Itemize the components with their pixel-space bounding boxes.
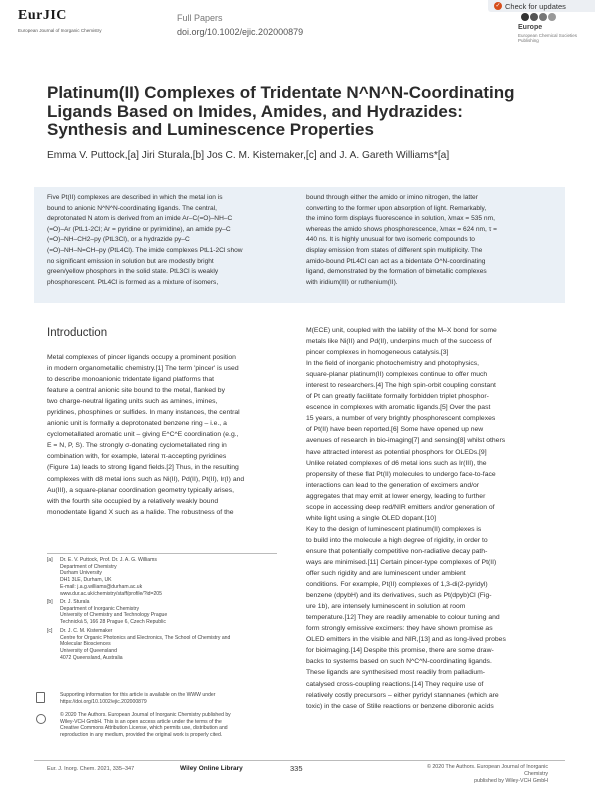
footer-citation: Eur. J. Inorg. Chem. 2021, 335–347 (47, 766, 135, 772)
section-label: Full Papers (177, 13, 223, 23)
author-list: Emma V. Puttock,[a] Jiri Sturala,[b] Jos C. M. Kistemaker,[c] and J. A. Gareth Williams*[a] (47, 150, 450, 161)
doi-link[interactable]: doi.org/10.1002/ejic.202000879 (177, 27, 304, 37)
introduction-heading: Introduction (47, 327, 108, 339)
wiley-online-library-logo[interactable]: Wiley Online Library (180, 765, 243, 772)
title-line-2: Ligands Based on Imides, Amides, and Hydrazides: (47, 101, 463, 121)
publisher-name: Europe (518, 24, 543, 31)
footnote-divider (47, 553, 277, 554)
supporting-info-note[interactable]: Supporting information for this article is available on the WWW under https://doi.org/10.1002/ejic.202000879 (60, 692, 216, 705)
title-line-3: Synthesis and Luminescence Properties (47, 120, 374, 139)
journal-name: European Journal of Inorganic Chemistry (18, 28, 102, 33)
footer-divider (34, 760, 565, 761)
publisher-subtitle: European Chemical Societies Publishing (518, 33, 578, 43)
license-note: © 2020 The Authors. European Journal of Inorganic Chemistry published by Wiley-VCH GmbH. This is an open access article under the terms of the Creative Commons Attribution License, which permits use, distribution and reproduction in any medium, provided the original work is properly cited. (60, 712, 231, 739)
intro-left-column: Metal complexes of pincer ligands occupy a prominent position in modern organometallic chemistry.[1] The term 'pincer' is used to describe monoanionic tridentate ligand platforms that feature a central anionic site bound to the metal, flanked by two charge-neutral ligating units such as amines, imines, pyridines, phosphines or sulfides. In many instances, the central anionic unit is formally a deprotonated benzene ring – i.e., a cyclometallated aromatic unit – giving E^C^E coordination (e.g., E = N, P, S). The strongly σ-donating cyclometallated ring in combination with, for example, lateral π-accepting pyridines (Figure 1a) leads to strong ligand fields.[2] Thus, in the resulting complexes with d8 metal ions such as Ni(II), Pd(II), Pt(II), Ir(I) and Au(III), a square-planar coordination geometry typically arises, with the fourth site occupied by a relatively weakly bound monodentate ligand X such as a halide. The robustness of the (47, 354, 245, 516)
check-updates-label: Check for updates (505, 1, 566, 11)
affiliation-c: Dr. J. C. M. Kistemaker Centre for Organic Photonics and Electronics, The School of Chemistry and Molecular Biosciences University of Queensland 4072 Queensland, Australia (60, 628, 231, 661)
affiliation-b: Dr. J. Sturala Department of Inorganic Chemistry University of Chemistry and Technology Prague Technická 5, 166 28 Prague 6, Czech Republic (60, 599, 168, 626)
affiliation-label-c: [c] (47, 628, 53, 634)
footer-copyright: © 2020 The Authors. European Journal of Inorganic Chemistry published by Wiley-VCH GmbH (426, 764, 548, 784)
affiliation-label-b: [b] (47, 599, 53, 605)
affiliation-label-a: [a] (47, 557, 53, 563)
affiliation-a: Dr. E. V. Puttock, Prof. Dr. J. A. G. Williams Department of Chemistry Durham University DH1 3LE, Durham, UK E-mail: j.a.g.williams@durham.ac.uk www.dur.ac.uk/chemistry/staff/profile/?id=205 (60, 557, 162, 597)
article-title (47, 84, 567, 140)
open-access-icon (36, 714, 46, 724)
journal-logo: EurJIC (18, 8, 67, 23)
check-icon: ✓ (495, 3, 501, 9)
title-line-1: Platinum(II) Complexes of Tridentate N^N^N-Coordinating (47, 83, 515, 102)
intro-right-column: M(ECE) unit, coupled with the lability of the M–X bond for some metals like Ni(II) and Pd(II), underpins much of the success of pincer complexes in homogeneous catalysis.[3] In the field of inorganic photochemistry and photophysics, square-planar platinum(II) complexes continue to offer much interest to researchers.[4] The high spin-orbit coupling constant of Pt can greatly facilitate formally forbidden triplet phosphor- escence in complexes with aromatic ligands.[5] Over the past 15 years, a number of very brightly phosphorescent complexes of Pt(II) have been reported.[6] Some have opened up new avenues of research in bio-imaging[7] and sensing[8] whilst others have attracted interest as potential phosphors for OLEDs.[9] Unlike related complexes of d6 metal ions such as Ir(III), the propensity of these flat Pt(II) molecules to undergo face-to-face interactions can lead to the generation of excimers and/or aggregates that may emit at lower energy, leading to further scope in accessing deep red/NIR emitters and/or generation of white light using a single OLED dopant.[10] Key to the design of luminescent platinum(II) complexes is to build into the molecule a high degree of rigidity, in order to ensure that potentially competitive non-radiative decay path- ways are minimised.[11] Certain pincer-type complexes of Pt(II) offer such rigidity and are luminescent under ambient conditions. For example, Pt(II) complexes of 1,3-di(2-pyridyl) benzene (dpybH) and its derivatives, such as Pt(dpyb)Cl (Fig- ure 1b), are intensely luminescent in solution at room temperature.[12] They are readily amenable to colour tuning and form strongly emissive excimers: they have shown promise as OLED emitters in the visible and NIR,[13] and as long-lived probes for bioimaging.[14] Despite this promise, there are some draw- backs to systems based on such N^C^N-coordinating ligands. These ligands are synthesised most readily from palladium- catalysed cross-coupling reactions.[14] They require use of relatively costly precursors – either pyridyl stannanes (which are toxic) in the case of Stille reactions or benzene diboronic acids (306, 327, 506, 710)
page-number: 335 (290, 764, 303, 773)
abstract-left-column: Five Pt(II) complexes are described in which the metal ion is bound to anionic N^N^N-coordinating ligands. The central, deprotonated N atom is derived from an imide Ar–C(=O)–NH–C (=O)–Ar (PtL1-2Cl; Ar = pyridine or pyrimidine), an amide py–C (=O)–NH–CH2–py (PtL3Cl), or a hydrazide py–C (=O)–NH–N=CH–py (PtL4Cl). The imide complexes PtL1-2Cl show no significant emission in solution but are modestly bright green/yellow phosphors in the solid state. PtL3Cl is weakly phosphorescent. PtL4Cl is formed as a mixture of isomers, (47, 194, 243, 286)
abstract-right-column: bound through either the amido or imino nitrogen, the latter converting to the former upon absorption of light. Remarkably, the imino form displays fluorescence in solution, λmax = 535 nm, whereas the amido shows phosphorescence, λmax = 624 nm, τ = 440 ns. It is highly unusual for two isomeric compounds to display emission from states of different spin multiplicity. The amido-bound PtL4Cl can act as a bidentate O^N-coordinating ligand, demonstrated by the formation of bimetallic complexes with iridium(III) or ruthenium(II). (306, 194, 497, 286)
supporting-info-icon (36, 692, 45, 703)
chemistry-europe-logo-icon (520, 10, 560, 24)
